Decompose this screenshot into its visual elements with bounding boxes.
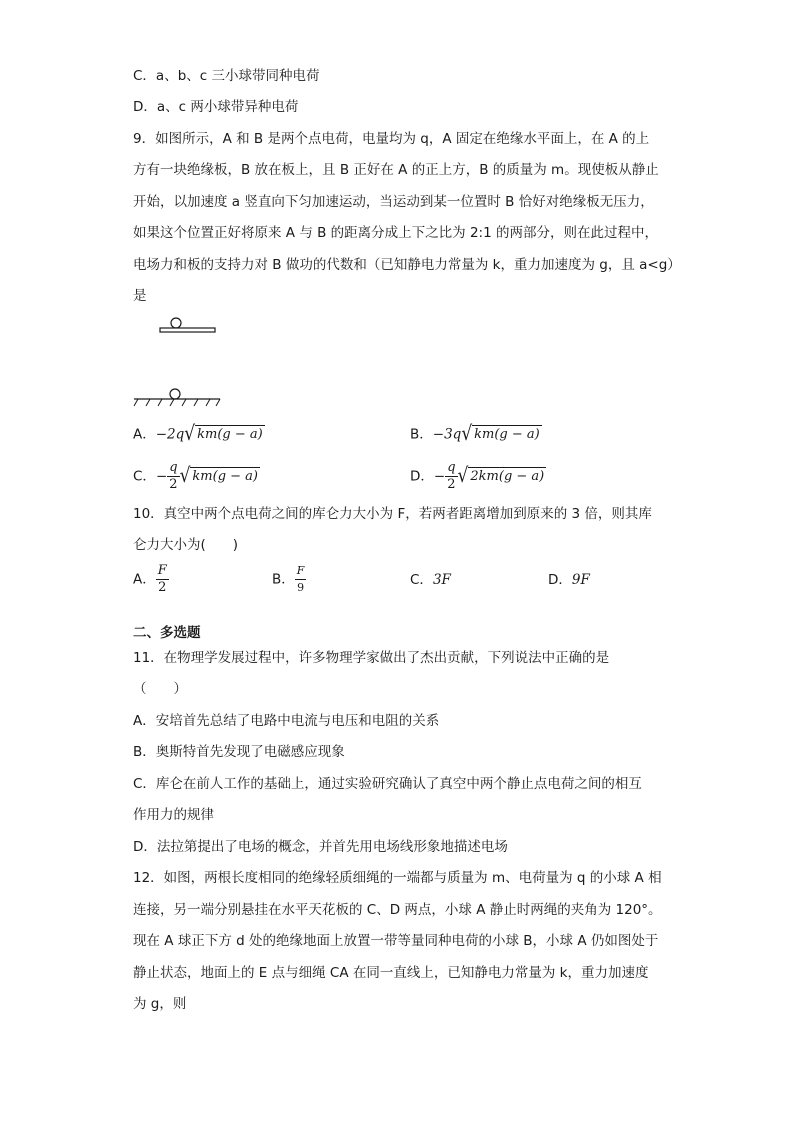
q10-option-c: C．3F (410, 572, 451, 588)
q10-stem-line-1: 10．真空中两个点电荷之间的库仑力大小为 F，若两者距离增加到原来的 3 倍，则其库 (133, 506, 652, 522)
q9-stem-line-6: 是 (133, 288, 147, 304)
q8-option-d: D．a、c 两小球带异种电荷 (133, 99, 299, 115)
q12-stem-line-1: 12．如图，两根长度相同的绝缘轻质细绳的一端都与质量为 m、电荷量为 q 的小球 A 相 (133, 870, 662, 886)
ground-hatching (134, 399, 220, 406)
q12-stem-line-2: 连接，另一端分别悬挂在水平天花板的 C、D 两点，小球 A 静止时两绳的夹角为 120°。 (133, 902, 662, 918)
q9-stem-line-3: 开始，以加速度 a 竖直向下匀加速运动，当运动到某一位置时 B 恰好对绝缘板无压力， (133, 194, 654, 210)
q11-option-a: A．安培首先总结了电路中电流与电压和电阻的关系 (133, 713, 440, 729)
section-heading-multi-choice: 二、多选题 (133, 625, 201, 641)
q12-stem-line-4: 静止状态，地面上的 E 点与细绳 CA 在同一直线上，已知静电力常量为 k，重力加速度 (133, 965, 649, 981)
q9-option-a: A．−2q√ km(g − a) (133, 422, 263, 446)
q9-stem-line-1: 9．如图所示，A 和 B 是两个点电荷，电量均为 q，A 固定在绝缘水平面上，在 A 的上 (133, 131, 650, 147)
q11-option-c-line-2: 作用力的规律 (133, 807, 214, 823)
q11-stem-line-1: 11．在物理学发展过程中，许多物理学家做出了杰出贡献，下列说法中正确的是 (133, 650, 610, 666)
q10-option-a: A． $\frac{F}{2}$ (133, 563, 167, 595)
charge-b-circle (171, 318, 181, 328)
insulating-plate (160, 328, 215, 332)
q11-stem-line-2: （ ） (133, 681, 187, 697)
q10-stem-line-2: 仑力大小为( ) (133, 537, 239, 553)
q11-option-b: B．奥斯特首先发现了电磁感应现象 (133, 744, 345, 760)
q9-figure-ground (130, 386, 230, 410)
charge-a-circle (170, 389, 180, 399)
q9-stem-line-5: 电场力和板的支持力对 B 做功的代数和（已知静电力常量为 k，重力加速度为 g，且 a<g） (133, 257, 681, 273)
q11-option-d: D．法拉第提出了电场的概念，并首先用电场线形象地描述电场 (133, 839, 508, 855)
q9-option-d: D．− $\frac{q}{2}$ √ 2km(g − a) (410, 460, 545, 492)
q8-option-c: C．a、b、c 三小球带同种电荷 (133, 68, 320, 84)
q9-option-c: C．− $\frac{q}{2}$ √ km(g − a) (133, 460, 258, 492)
q9-figure-plate (158, 316, 228, 336)
q12-stem-line-3: 现在 A 球正下方 d 处的绝缘地面上放置一带等量同种电荷的小球 B，小球 A 仍如图处于 (133, 933, 659, 949)
q9-stem-line-4: 如果这个位置正好将原来 A 与 B 的距离分成上下之比为 2:1 的两部分，则在此过程中， (133, 225, 658, 241)
q11-option-c-line-1: C．库仑在前人工作的基础上，通过实验研究确认了真空中两个静止点电荷之间的相互 (133, 776, 642, 792)
q10-option-d: D．9F (548, 572, 590, 588)
q12-stem-line-5: 为 g，则 (133, 996, 187, 1012)
q10-option-b: B． $\frac{F}{9}$ (272, 564, 305, 594)
q9-stem-line-2: 方有一块绝缘板，B 放在板上，且 B 正好在 A 的正上方，B 的质量为 m。现使板从静止 (133, 162, 659, 178)
q9-option-b: B．−3q√ km(g − a) (410, 422, 540, 446)
